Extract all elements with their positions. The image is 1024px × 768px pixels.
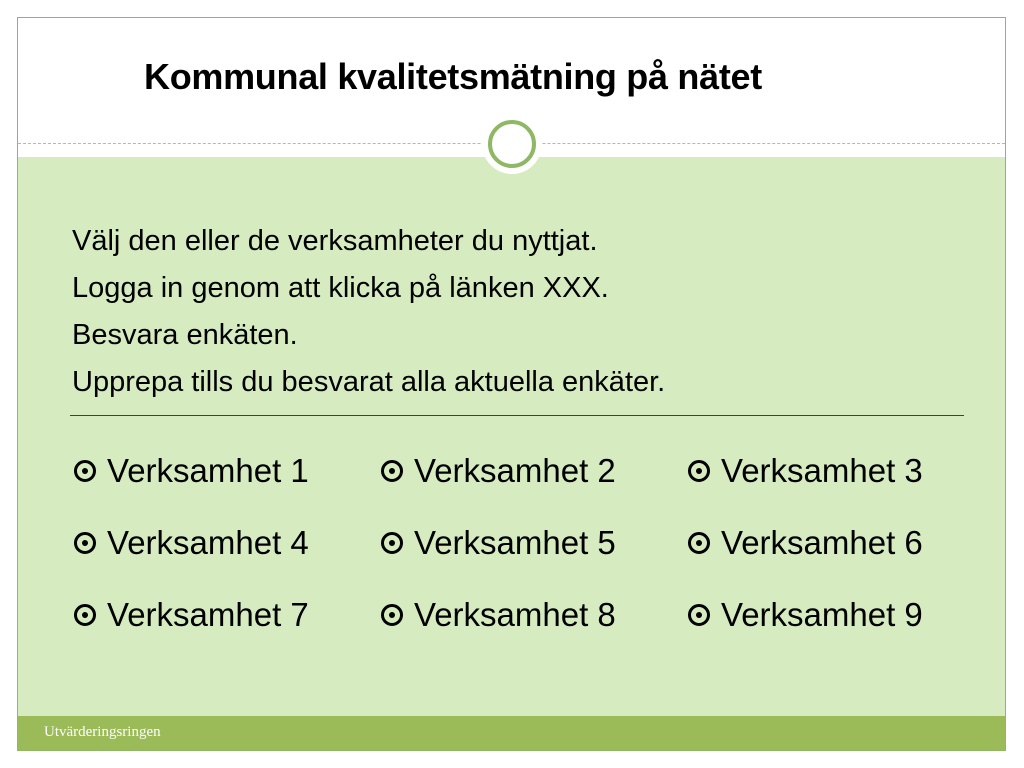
- radio-button-icon[interactable]: [688, 460, 710, 482]
- option-verksamhet-7[interactable]: [74, 596, 309, 634]
- option-label: Verksamhet 6: [721, 524, 923, 561]
- option-verksamhet-2[interactable]: [381, 452, 616, 490]
- option-verksamhet-8[interactable]: [381, 596, 616, 634]
- option-verksamhet-5[interactable]: [381, 524, 616, 562]
- instruction-line: Logga in genom att klicka på länken XXX.: [72, 272, 609, 304]
- option-verksamhet-1[interactable]: [74, 452, 309, 490]
- circle-ring-inner: [488, 120, 536, 168]
- option-verksamhet-4[interactable]: [74, 524, 309, 562]
- footer-text: Utvärderingsringen: [44, 724, 161, 740]
- option-label: Verksamhet 4: [107, 524, 309, 561]
- radio-button-icon[interactable]: [381, 460, 403, 482]
- option-label: Verksamhet 2: [414, 452, 616, 489]
- option-label: Verksamhet 8: [414, 596, 616, 633]
- radio-button-icon[interactable]: [688, 532, 710, 554]
- option-verksamhet-6[interactable]: [688, 524, 923, 562]
- instruction-line: Välj den eller de verksamheter du nyttjat.: [72, 225, 598, 257]
- slide-title: Kommunal kvalitetsmätning på nätet: [144, 56, 762, 97]
- radio-button-icon[interactable]: [74, 532, 96, 554]
- radio-button-icon[interactable]: [381, 604, 403, 626]
- slide: [17, 17, 1006, 751]
- radio-button-icon[interactable]: [688, 604, 710, 626]
- instruction-line: Upprepa tills du besvarat alla aktuella enkäter.: [72, 366, 666, 398]
- option-label: Verksamhet 1: [107, 452, 309, 489]
- radio-button-icon[interactable]: [74, 460, 96, 482]
- option-label: Verksamhet 5: [414, 524, 616, 561]
- footer-bar: [18, 716, 1005, 751]
- option-label: Verksamhet 9: [721, 596, 923, 633]
- instructions: [72, 218, 665, 406]
- option-label: Verksamhet 3: [721, 452, 923, 489]
- option-label: Verksamhet 7: [107, 596, 309, 633]
- option-verksamhet-9[interactable]: [688, 596, 923, 634]
- radio-button-icon[interactable]: [74, 604, 96, 626]
- radio-button-icon[interactable]: [381, 532, 403, 554]
- instruction-line: Besvara enkäten.: [72, 319, 298, 351]
- separator-line: [70, 415, 964, 416]
- option-verksamhet-3[interactable]: [688, 452, 923, 490]
